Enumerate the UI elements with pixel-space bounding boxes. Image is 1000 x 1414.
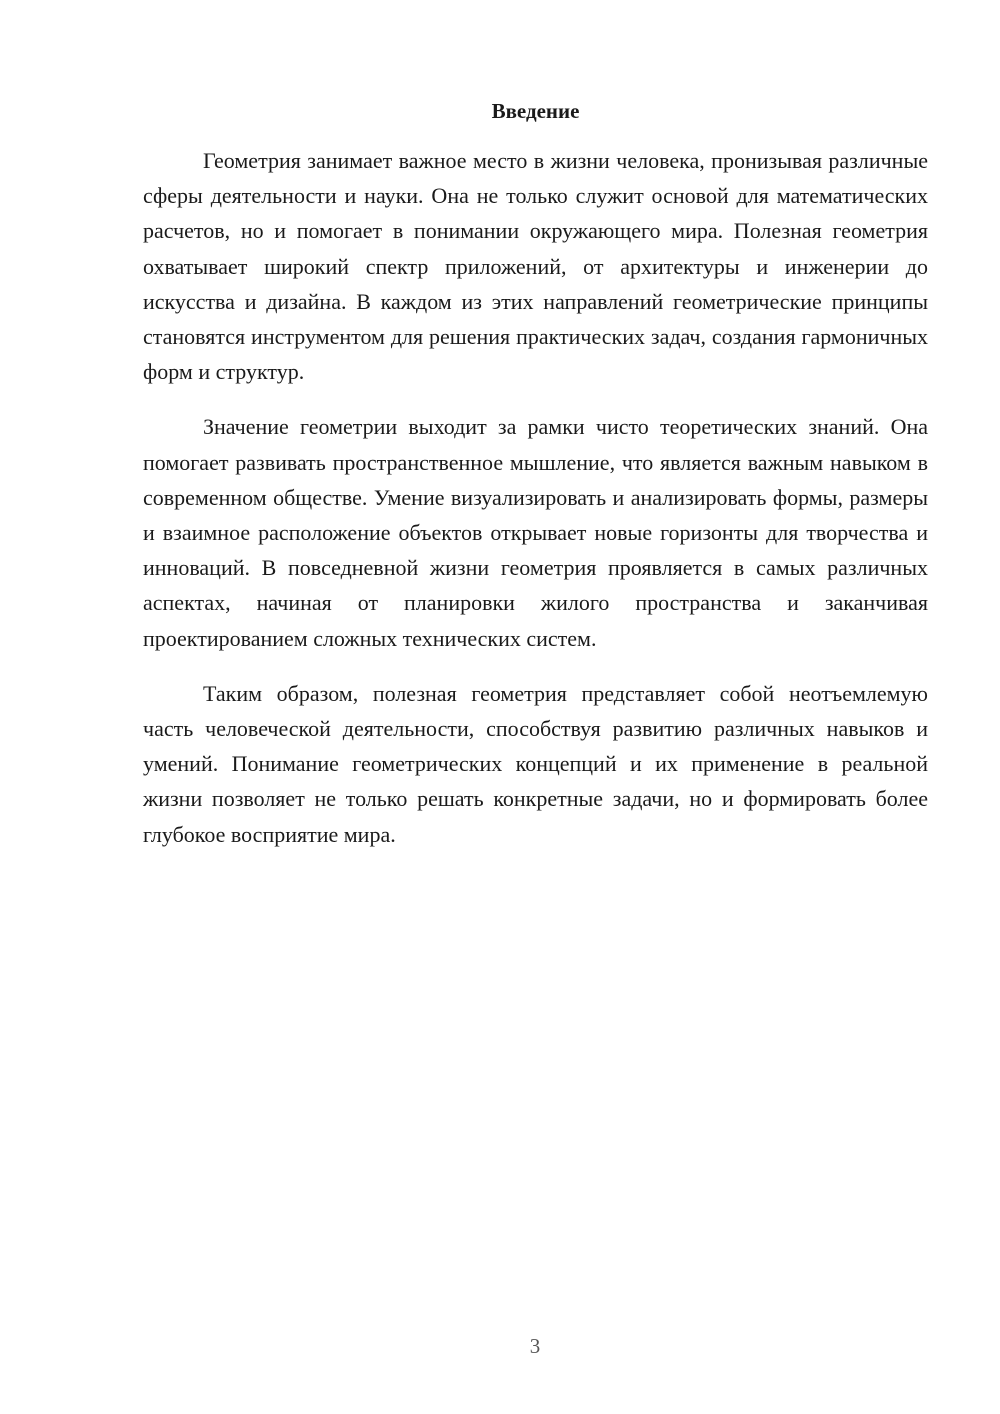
paragraph-3: Таким образом, полезная геометрия представляет собой неотъемлемую часть человеческой деятельности, способствуя развитию различных навыков и умений. Понимание геометрических концепций и их применение в реальной жизни позволяет не только решать конкретные задачи, но и формировать более глубокое восприятие мира.: [143, 680, 928, 847]
paragraph-2: Значение геометрии выходит за рамки чисто теоретических знаний. Она помогает развивать пространственное мышление, что является важным навыком в современном обществе. Умение визуализировать и анализировать формы, размеры и взаимное расположение объектов открывает новые горизонты для творчества и инноваций. В повседневной жизни геометрия проявляется в самых различных аспектах, начиная от планировки жилого пространства и заканчивая проектированием сложных технических систем.: [143, 414, 928, 651]
section-heading: Введение: [491, 99, 580, 123]
document-body: [143, 143, 928, 872]
page-number: 3: [529, 1334, 541, 1358]
paragraph-1: Геометрия занимает важное место в жизни человека, пронизывая различные сферы деятельности и науки. Она не только служит основой для математических расчетов, но и помогает в понимании окружающего мира. Полезная геометрия охватывает широкий спектр приложений, от архитектуры и инженерии до искусства и дизайна. В каждом из этих направлений геометрические принципы становятся инструментом для решения практических задач, создания гармоничных форм и структур.: [143, 148, 928, 385]
